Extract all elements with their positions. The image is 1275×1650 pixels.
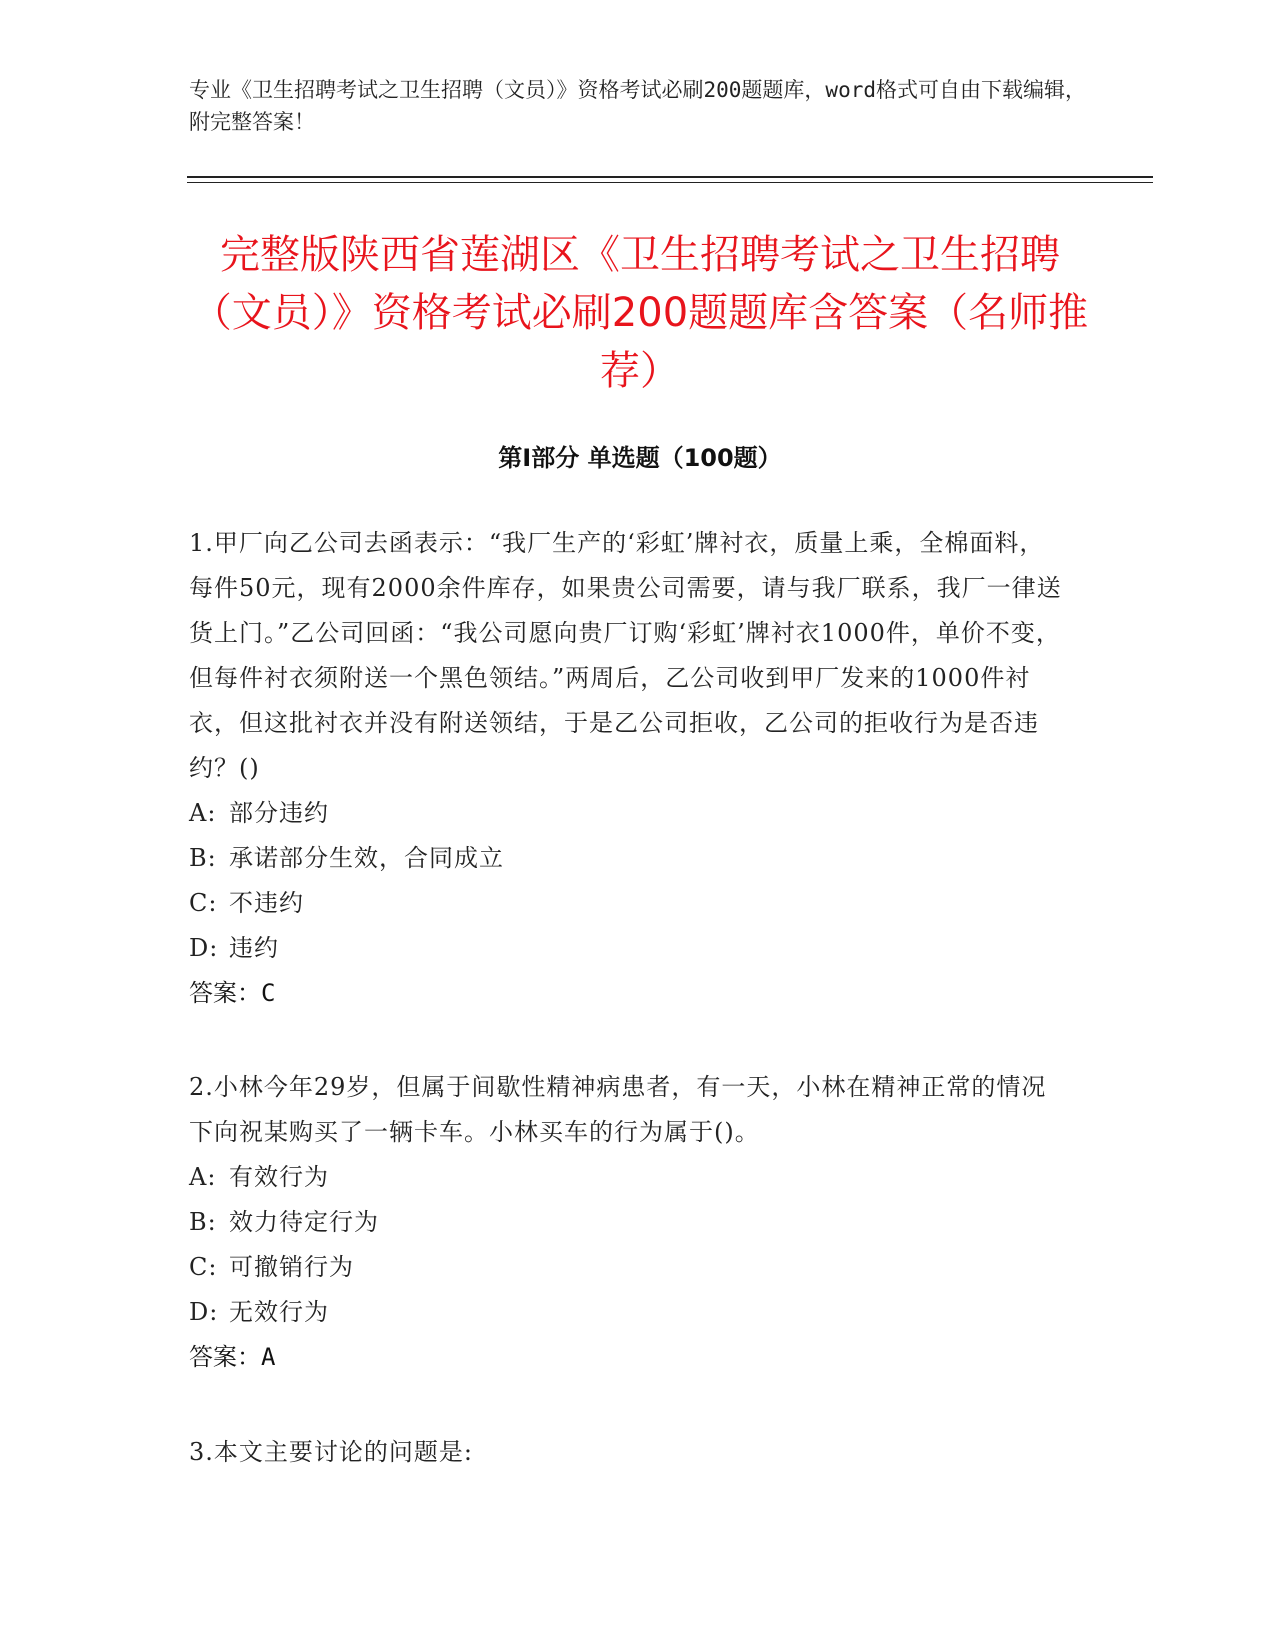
option-key: C: [189, 1253, 218, 1281]
option-text: 部分违约 [229, 799, 329, 827]
header-note: 专业《卫生招聘考试之卫生招聘（文员）》资格考试必刷200题题库，word格式可自由下载编辑，附完整答案！ [189, 78, 1086, 134]
question-text: 1.甲厂向乙公司去函表示：“我厂生产的‘彩虹’牌衬衣，质量上乘，全棉面料，每件50元，现有2000余件库存，如果贵公司需要，请与我厂联系，我厂一律送货上门。”乙公司回函：“我公司愿向贵厂订购‘彩虹’牌衬衣1000件，单价不变，但每件衬衣须附送一个黑色领结。”两周后，乙公司收到甲厂发来的1000件衬衣，但这批衬衣并没有附送领结，于是乙公司拒收，乙公司的拒收行为是否违约？() [189, 529, 1062, 782]
option-c [189, 881, 1069, 926]
option-b [189, 1200, 1069, 1245]
option-key: A: [189, 1163, 217, 1191]
question-text: 2.小林今年29岁，但属于间歇性精神病患者，有一天，小林在精神正常的情况下向祝某购买了一辆卡车。小林买车的行为属于()。 [189, 1073, 1047, 1146]
answer-line [189, 1335, 1069, 1380]
question-2 [189, 1065, 1069, 1380]
option-text: 承诺部分生效，合同成立 [229, 844, 504, 872]
answer-value: A [261, 1343, 276, 1371]
option-key: B: [189, 844, 217, 872]
option-key: B: [189, 1208, 217, 1236]
option-a [189, 791, 1069, 836]
option-a [189, 1155, 1069, 1200]
option-key: A: [189, 799, 217, 827]
option-text: 违约 [229, 934, 279, 962]
question-text: 3.本文主要讨论的问题是: [189, 1438, 473, 1466]
answer-value: C [261, 979, 276, 1007]
option-d [189, 926, 1069, 971]
header-divider-thin [187, 182, 1153, 183]
answer-line [189, 971, 1069, 1016]
section-heading: 第Ⅰ部分 单选题（100题） [498, 444, 782, 472]
option-d [189, 1290, 1069, 1335]
option-text: 无效行为 [229, 1298, 329, 1326]
option-text: 效力待定行为 [229, 1208, 379, 1236]
option-b [189, 836, 1069, 881]
answer-label: 答案： [189, 979, 261, 1007]
option-key: C: [189, 889, 218, 917]
option-c [189, 1245, 1069, 1290]
header-divider-thick [187, 176, 1153, 178]
document-title: 完整版陕西省莲湖区《卫生招聘考试之卫生招聘（文员）》资格考试必刷200题题库含答案（名师推荐） [191, 232, 1089, 394]
option-key: D: [189, 1298, 219, 1326]
question-1 [189, 521, 1069, 1016]
question-3 [189, 1430, 1069, 1475]
option-key: D: [189, 934, 219, 962]
answer-label: 答案： [189, 1343, 261, 1371]
option-text: 可撤销行为 [229, 1253, 354, 1281]
option-text: 不违约 [229, 889, 304, 917]
option-text: 有效行为 [229, 1163, 329, 1191]
